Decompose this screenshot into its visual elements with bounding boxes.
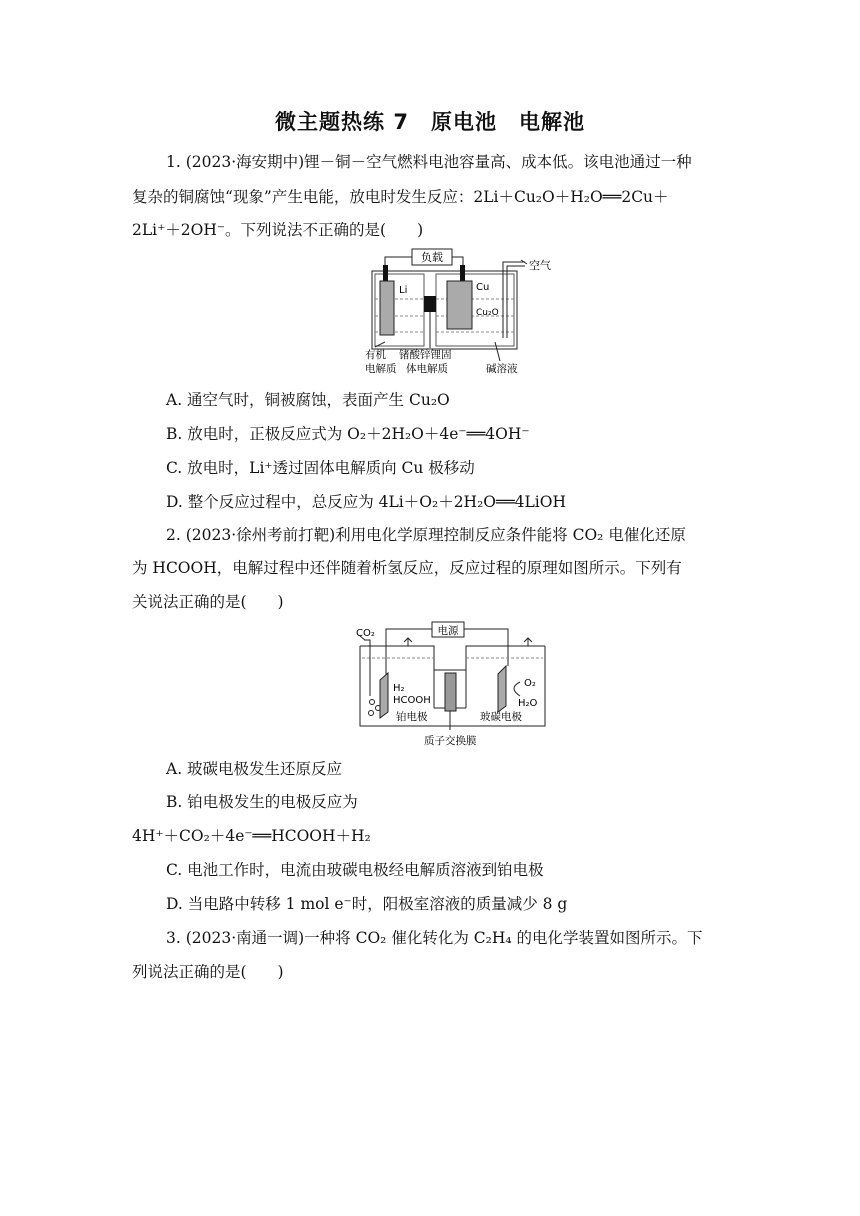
gc-label: 玻碳电极 bbox=[480, 711, 522, 723]
solid-label-1: 锗酸锌锂固 bbox=[399, 349, 452, 361]
q1-stem-line-3: 2Li⁺＋2OH⁻。下列说法不正确的是( ) bbox=[132, 221, 424, 239]
q2-option-d: D. 当电路中转移 1 mol e⁻时，阳极室溶液的质量减少 8 g bbox=[166, 895, 568, 913]
co2-label: CO₂ bbox=[356, 628, 375, 639]
hcooh-label: HCOOH bbox=[393, 695, 431, 706]
pt-label: 铂电极 bbox=[396, 711, 428, 723]
q2-stem-line-3: 关说法正确的是( ) bbox=[132, 593, 284, 611]
q3-stem-line-2: 列说法正确的是( ) bbox=[132, 963, 284, 981]
solid-electrolyte bbox=[424, 296, 436, 312]
q1-stem-line-1: 1. (2023·海安期中)锂－铜－空气燃料电池容量高、成本低。该电池通过一种 bbox=[166, 153, 692, 171]
proton-membrane bbox=[445, 673, 456, 711]
battery-diagram bbox=[335, 244, 560, 379]
q2-option-c: C. 电池工作时，电流由玻碳电极经电解质溶液到铂电极 bbox=[166, 861, 544, 879]
organic-label-1: 有机 bbox=[365, 349, 386, 361]
h2-label: H₂ bbox=[393, 683, 405, 694]
glassy-carbon-electrode bbox=[498, 666, 506, 712]
copper-electrode bbox=[447, 281, 472, 329]
q2-stem-line-1: 2. (2023·徐州考前打靶)利用电化学原理控制反应条件能将 CO₂ 电催化还原 bbox=[166, 526, 686, 544]
q1-stem-line-2: 复杂的铜腐蚀“现象”产生电能，放电时发生反应：2Li＋Cu₂O＋H₂O══2Cu＋ bbox=[132, 188, 669, 206]
organic-label-2: 电解质 bbox=[365, 363, 397, 375]
q1-option-b: B. 放电时，正极反应式为 O₂＋2H₂O＋4e⁻══4OH⁻ bbox=[166, 425, 530, 443]
q2-option-b: B. 铂电极发生的电极反应为 bbox=[166, 793, 358, 811]
h2o-label: H₂O bbox=[518, 698, 538, 709]
solid-label-2: 体电解质 bbox=[406, 363, 448, 375]
li-label: Li bbox=[399, 285, 408, 296]
q2-stem-line-2: 为 HCOOH，电解过程中还伴随着析氢反应，反应过程的原理如图所示。下列有 bbox=[132, 559, 682, 577]
platinum-electrode bbox=[380, 673, 388, 718]
power-label: 电源 bbox=[437, 625, 459, 637]
q3-stem-line-1: 3. (2023·南通一调)一种将 CO₂ 催化转化为 C₂H₄ 的电化学装置如图所示。下 bbox=[166, 929, 703, 947]
lithium-electrode bbox=[380, 281, 394, 335]
air-label: 空气 bbox=[529, 259, 551, 272]
load-label: 负载 bbox=[421, 251, 443, 264]
q2-option-a: A. 玻碳电极发生还原反应 bbox=[166, 760, 343, 778]
cu-label: Cu bbox=[476, 282, 490, 293]
q1-option-c: C. 放电时，Li⁺透过固体电解质向 Cu 极移动 bbox=[166, 459, 475, 477]
page-title: 微主题热练 7 原电池 电解池 bbox=[275, 110, 585, 134]
q1-option-a: A. 通空气时，铜被腐蚀，表面产生 Cu₂O bbox=[166, 391, 450, 409]
electrolysis-diagram bbox=[348, 618, 558, 750]
cu2o-label: Cu₂O bbox=[476, 308, 499, 318]
o2-label: O₂ bbox=[524, 678, 536, 689]
q2-option-b-equation: 4H⁺＋CO₂＋4e⁻══HCOOH＋H₂ bbox=[132, 827, 371, 845]
alkali-label: 碱溶液 bbox=[486, 363, 518, 375]
q1-option-d: D. 整个反应过程中，总反应为 4Li＋O₂＋2H₂O══4LiOH bbox=[166, 493, 566, 511]
membrane-label: 质子交换膜 bbox=[424, 735, 477, 747]
